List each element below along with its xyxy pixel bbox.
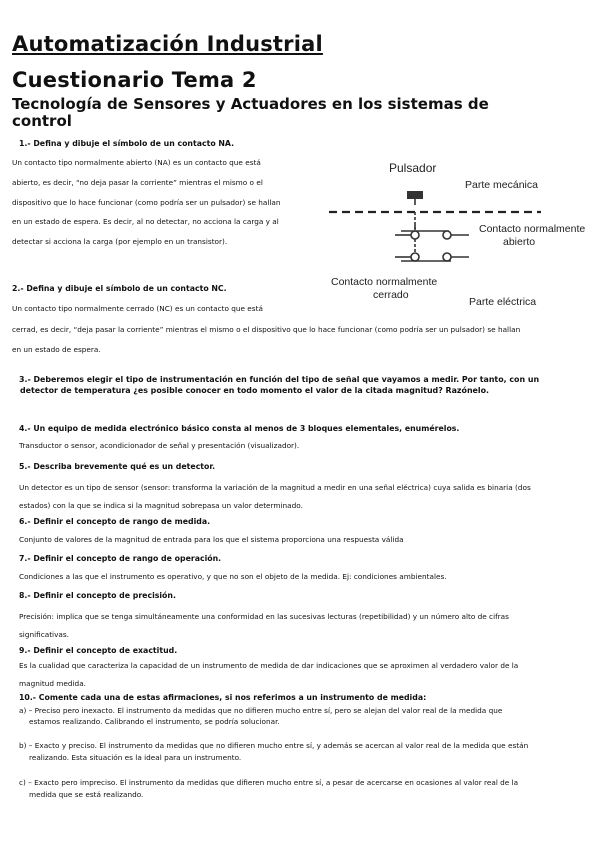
push-button-icon: [407, 191, 423, 199]
question-3: [19, 374, 539, 396]
na-contact-terminal: [443, 231, 451, 239]
diagram-label-nc-2: cerrado: [373, 289, 409, 301]
answer-10c: [19, 777, 518, 801]
nc-contact-terminal: [411, 253, 419, 261]
question-2: 2.- Defina y dibuje el símbolo de un contacto NC.: [12, 284, 227, 293]
answer-8-line: Precisión: implica que se tenga simultáneamente una conformidad en las sucesivas lecturas (repetibilidad) y un número alto de cifras: [19, 612, 509, 621]
answer-1-line: Un contacto tipo normalmente abierto (NA) es un contacto que está: [12, 158, 261, 167]
contact-symbol-diagram: [323, 153, 587, 308]
answer-10a: [19, 705, 502, 727]
answer-2: [12, 299, 520, 361]
answer-1-line: en un estado de espera. Es decir, al no detectar, no acciona la carga y al: [12, 217, 279, 227]
answer-4: Transductor o sensor, acondicionador de señal y presentación (visualizador).: [19, 441, 300, 450]
question-8: 8.- Definir el concepto de precisión.: [19, 591, 176, 600]
answer-10b-line: realizando. Esta situación es la ideal para un instrumento.: [29, 753, 242, 762]
document-subtitle: Cuestionario Tema 2: [12, 68, 257, 92]
question-6: 6.- Definir el concepto de rango de medida.: [19, 517, 211, 526]
question-5: 5.- Describa brevemente qué es un detector.: [19, 462, 216, 471]
answer-10c-line: c) – Exacto pero impreciso. El instrumento da medidas que difieren mucho entre sí, a pesar de acercarse en ocasiones al valor real de la: [19, 778, 519, 787]
answer-1-line: dispositivo que lo hace funcionar (como podría ser un pulsador) se hallan: [12, 197, 281, 207]
question-7: 7.- Definir el concepto de rango de operación.: [19, 554, 222, 563]
diagram-label-na-1: Contacto normalmente: [479, 223, 586, 235]
question-1: 1.- Defina y dibuje el símbolo de un contacto NA.: [19, 139, 235, 148]
answer-1-line: abierto, es decir, “no deja pasar la corriente” mientras el mismo o el: [12, 177, 263, 187]
diagram-label-parte-mecanica: Parte mecánica: [465, 179, 538, 191]
answer-10a-line: estamos realizando. Calibrando el instrumento, se podría solucionar.: [29, 717, 280, 726]
answer-10a-line: a) – Preciso pero inexacto. El instrumento da medidas que no difieren mucho entre sí, pero se alejan del valor real de la medida que: [19, 706, 503, 715]
answer-6: Conjunto de valores de la magnitud de entrada para los que el sistema proporciona una respuesta válida: [19, 535, 404, 544]
na-contact-terminal: [411, 231, 419, 239]
answer-8: [19, 608, 509, 644]
answer-2-line: Un contacto tipo normalmente cerrado (NC) es un contacto que está: [12, 304, 263, 313]
answer-5-line: estados) con la que se indica si la magnitud sobrepasa un valor determinado.: [19, 501, 303, 510]
answer-9-line: magnitud medida.: [19, 679, 86, 688]
question-3-line: detector de temperatura ¿es posible conocer en todo momento el valor de la citada magnitud? Razónelo.: [20, 386, 490, 395]
answer-5-line: Un detector es un tipo de sensor (sensor: transforma la variación de la magnitud a medir en una señal eléctrica) cuya salida es binaria (dos: [19, 483, 531, 492]
nc-contact-terminal: [443, 253, 451, 261]
answer-10b: [19, 740, 528, 764]
answer-10c-line: medida que se está realizando.: [29, 790, 144, 799]
answer-9: [19, 657, 518, 693]
document-title: Automatización Industrial: [12, 32, 323, 56]
answer-9-line: Es la cualidad que caracteriza la capacidad de un instrumento de medida de dar indicaciones que se aproximen al verdadero valor de la: [19, 661, 519, 670]
question-10: 10.- Comente cada una de estas afirmaciones, si nos referimos a un instrumento de medida:: [19, 693, 427, 702]
diagram-label-pulsador: Pulsador: [389, 161, 437, 175]
answer-2-line: en un estado de espera.: [12, 345, 101, 354]
question-3-line: 3.- Deberemos elegir el tipo de instrumentación en función del tipo de señal que vayamos a medir. Por tanto, con un: [19, 375, 540, 384]
diagram-label-na-2: abierto: [503, 236, 536, 248]
answer-7: Condiciones a las que el instrumento es operativo, y que no son el objeto de la medida. Ej: condiciones ambientales.: [19, 572, 447, 581]
answer-8-line: significativas.: [19, 630, 69, 639]
question-9: 9.- Definir el concepto de exactitud.: [19, 646, 178, 655]
question-4: 4.- Un equipo de medida electrónico básico consta al menos de 3 bloques elementales, enumérelos.: [19, 424, 460, 433]
answer-10b-line: b) – Exacto y preciso. El instrumento da medidas que no difieren mucho entre sí, y además se acercan al valor real de la medida que están: [19, 741, 529, 750]
diagram-label-nc-1: Contacto normalmente: [331, 276, 438, 288]
diagram-label-parte-electrica: Parte eléctrica: [469, 296, 537, 308]
answer-5: [19, 479, 531, 515]
answer-1-line: detectar si acciona la carga (por ejemplo en un transistor).: [12, 237, 228, 247]
answer-1: [12, 153, 281, 252]
answer-2-line: cerrad, es decir, “deja pasar la corriente” mientras el mismo o el dispositivo que lo hace funcionar (como podría ser un pulsador) se hallan: [12, 324, 521, 334]
document-topic: Tecnología de Sensores y Actuadores en los sistemas de control: [12, 95, 489, 130]
